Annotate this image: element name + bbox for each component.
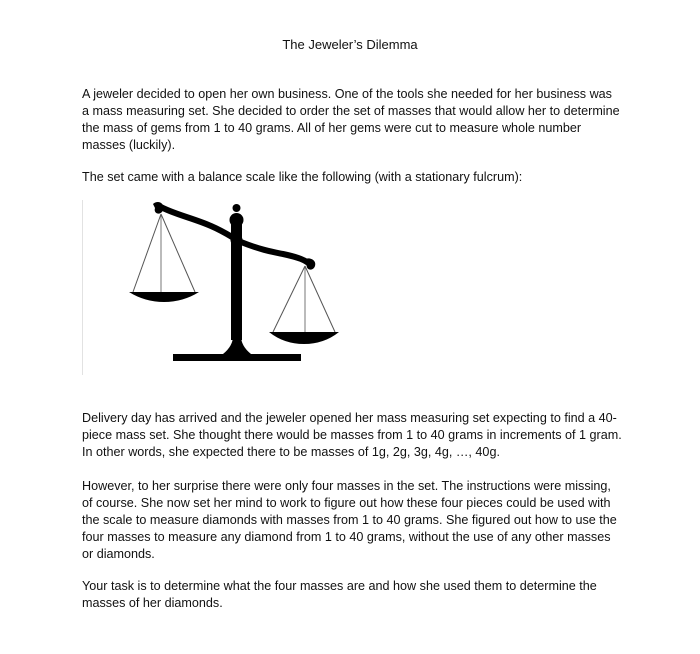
paragraph-delivery: Delivery day has arrived and the jeweler opened her mass measuring set expecting to find a 40-piece mass set. She thought there would be masses from 1 to 40 grams in increments of 1 gram. In other words, she expected there to be masses of 1g, 2g, 3g, 4g, …, 40g. bbox=[82, 411, 622, 459]
left-string-a bbox=[133, 214, 161, 292]
paragraph-surprise: However, to her surprise there were only four masses in the set. The instructions were missing, of course. She now set her mind to work to figure out how these four pieces could be used with the scale to measure diamonds with masses from 1 to 40 grams. She figured out how to use the four masses to measure any diamond from 1 to 40 grams, without the use of any other masses or diamonds. bbox=[82, 479, 617, 561]
right-string-a bbox=[273, 266, 305, 332]
pillar-knob bbox=[230, 213, 244, 227]
paragraph-task: Your task is to determine what the four masses are and how she used them to determine the masses of her diamonds. bbox=[82, 579, 597, 610]
right-string-b bbox=[305, 266, 335, 332]
left-pan bbox=[129, 292, 199, 302]
left-string-b bbox=[161, 214, 195, 292]
balance-scale-figure bbox=[82, 200, 383, 375]
right-pan bbox=[269, 332, 339, 344]
paragraph-scale-intro: The set came with a balance scale like the following (with a stationary fulcrum): bbox=[82, 170, 523, 184]
beam-left-curl bbox=[153, 202, 163, 214]
balance-scale-icon bbox=[83, 200, 383, 375]
pillar-finial bbox=[233, 204, 241, 212]
document-title: The Jeweler’s Dilemma bbox=[282, 37, 418, 52]
paragraph-intro: A jeweler decided to open her own business. One of the tools she needed for her business was a mass measuring set. She decided to order the set of masses that would allow her to determine the mass of gems from 1 to 40 grams. All of her gems were cut to measure whole number masses (luckily). bbox=[82, 87, 620, 152]
scale-base bbox=[173, 354, 301, 361]
